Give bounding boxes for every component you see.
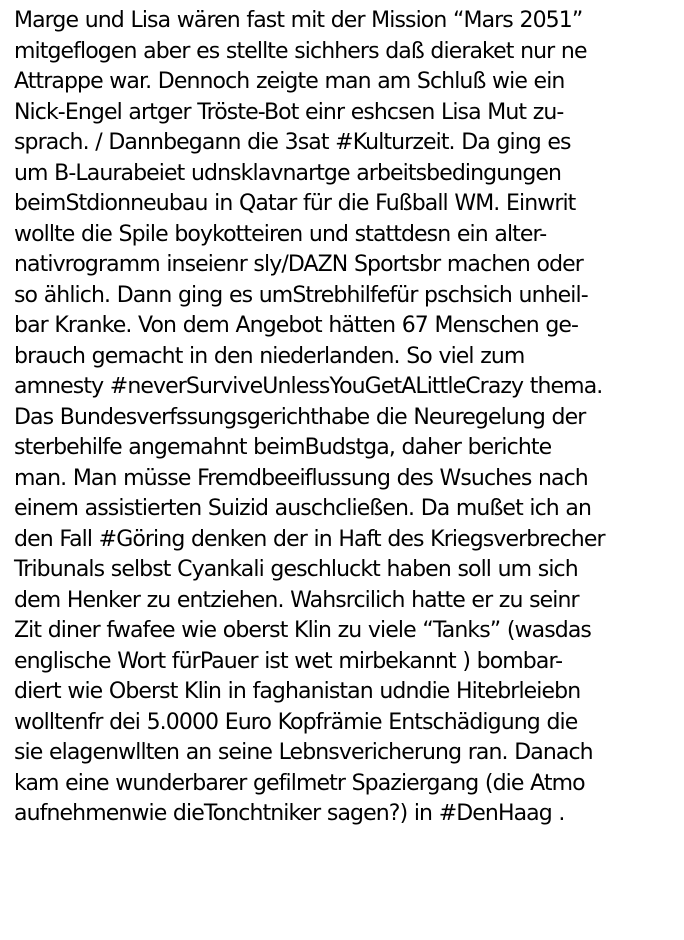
text-line-24: wolltenfr dei 5.0000 Euro Kopfrämie Entschädigung die: [14, 709, 578, 735]
text-line-14: Das Bundesverfssungsgerichthabe die Neuregelung der: [14, 404, 586, 430]
text-line-18: den Fall #Göring denken der in Haft des Kriegsverbrecher: [14, 526, 605, 552]
text-line-11: bar Kranke. Von dem Angebot hätten 67 Menschen ge-: [14, 313, 579, 338]
text-line-5: sprach. / Dannbegann die 3sat #Kulturzeit. Da ging es: [14, 130, 571, 155]
text-line-21: Zit diner fwafee wie oberst Klin zu viele “Tanks” (wasdas: [14, 618, 591, 643]
text-line-26: kam eine wunderbarer gefilmetr Spaziergang (die Atmo: [14, 770, 585, 796]
text-line-8: wollte die Spile boykotteiren und stattdesn ein alter-: [14, 221, 547, 247]
text-line-20: dem Henker zu entziehen. Wahsrcilich hatte er zu seinr: [14, 587, 579, 613]
text-line-2: mitgeflogen aber es stellte sichhers daß dieraket nur ne: [14, 38, 587, 64]
text-line-4: Nick-Engel artger Tröste-Bot einr eshcsen Lisa Mut zu-: [14, 99, 564, 125]
text-line-15: sterbehilfe angemahnt beimBudstga, daher berichte: [14, 435, 552, 460]
text-line-13: amnesty #neverSurviveUnlessYouGetALittleCrazy thema.: [14, 374, 603, 399]
text-line-23: diert wie Oberst Klin in faghanistan udndie Hitebrleiebn: [14, 679, 581, 704]
text-line-25: sie elagenwllten an seine Lebnsvericherung ran. Danach: [14, 740, 593, 765]
text-line-9: nativrogramm inseienr sly/DAZN Sportsbr machen oder: [14, 252, 583, 277]
text-line-17: einem assistierten Suizid auschcließen. Da mußet ich an: [14, 496, 592, 521]
body-text: [14, 6, 682, 830]
text-line-1: Marge und Lisa wären fast mit der Mission “Mars 2051”: [14, 8, 583, 33]
text-line-3: Attrappe war. Dennoch zeigte man am Schluß wie ein: [14, 69, 565, 94]
text-line-27: aufnehmenwie dieTonchtniker sagen?) in #DenHaag .: [14, 801, 565, 826]
text-line-6: um B-Laurabeiet udnsklavnartge arbeitsbedingungen: [14, 160, 562, 186]
text-line-19: Tribunals selbst Cyankali geschluckt haben soll um sich: [14, 557, 578, 582]
text-line-7: beimStdionneubau in Qatar für die Fußball WM. Einwrit: [14, 191, 576, 216]
text-line-10: so ählich. Dann ging es umStrebhilfefür pschsich unheil-: [14, 282, 588, 308]
text-line-12: brauch gemacht in den niederlanden. So viel zum: [14, 343, 525, 369]
text-line-22: englische Wort fürPauer ist wet mirbekannt ) bombar-: [14, 648, 563, 674]
text-line-16: man. Man müsse Fremdbeeiflussung des Wsuches nach: [14, 465, 588, 491]
